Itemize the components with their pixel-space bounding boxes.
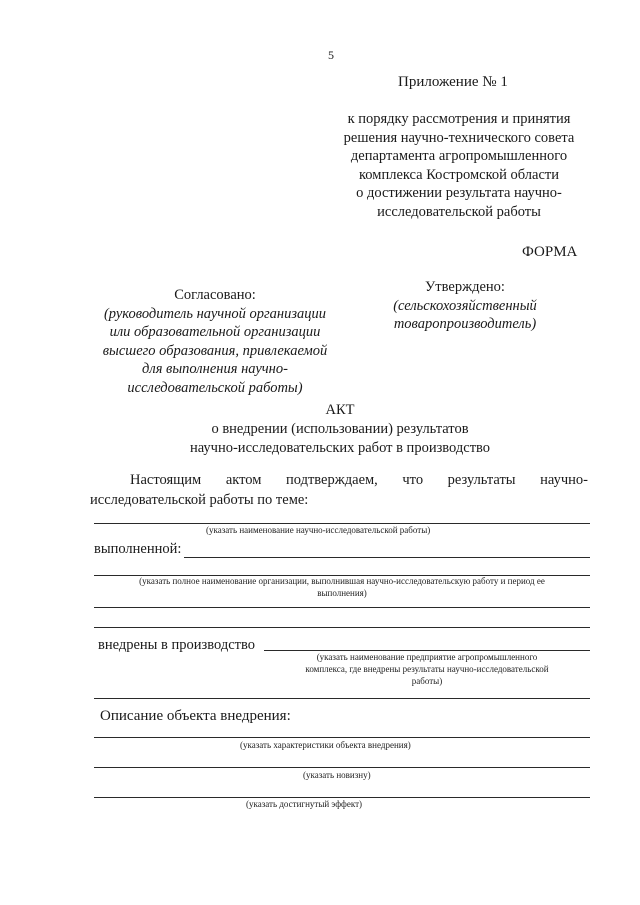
approved-line: товаропроизводитель) xyxy=(393,316,537,332)
enterprise-hint xyxy=(268,651,586,687)
agreed-line: для выполнения научно- xyxy=(142,361,288,377)
intro-word: результаты xyxy=(447,472,516,488)
organization-hint xyxy=(94,575,590,599)
act-heading: АКТ xyxy=(325,402,355,418)
performed-field-line xyxy=(184,557,590,558)
intro-word: научно- xyxy=(540,472,588,488)
characteristics-hint: (указать характеристики объекта внедрения) xyxy=(240,740,411,750)
implemented-label: внедрены в производство xyxy=(98,637,255,653)
organization-hint-line: выполнения) xyxy=(317,588,367,598)
novelty-hint: (указать новизну) xyxy=(303,770,371,780)
appendix-title: Приложение № 1 xyxy=(398,74,508,90)
characteristics-field-line xyxy=(94,737,590,738)
appendix-line: департамента агропромышленного xyxy=(350,148,568,164)
intro-line-1 xyxy=(130,472,588,489)
act-title xyxy=(150,401,530,458)
intro-word: подтверждаем, xyxy=(285,472,378,488)
agreed-block xyxy=(90,286,340,397)
agreed-line: (руководитель научной организации xyxy=(103,305,327,322)
appendix-line: решения научно-технического совета xyxy=(343,129,575,146)
agreed-line: исследовательской работы) xyxy=(127,379,303,396)
effect-hint: (указать достигнутый эффект) xyxy=(246,799,363,809)
topic-hint: (указать наименование научно-исследовательской работы) xyxy=(206,525,431,535)
agreed-line: высшего образования, привлекаемой xyxy=(102,342,328,359)
intro-word: актом xyxy=(225,472,262,488)
appendix-line: к порядку рассмотрения и принятия xyxy=(347,111,571,127)
description-label: Описание объекта внедрения: xyxy=(100,708,291,724)
organization-extra-line xyxy=(94,607,590,608)
enterprise-hint-line: работы) xyxy=(411,676,443,686)
enterprise-hint-line: комплекса, где внедрены результаты научно-исследовательской xyxy=(305,664,549,674)
novelty-field-line xyxy=(94,767,590,768)
appendix-line: о достижении результата научно- xyxy=(356,185,562,201)
organization-extra-line-2 xyxy=(94,627,590,628)
approved-block xyxy=(380,278,550,334)
act-subtitle-line: научно-исследовательских работ в производство xyxy=(189,440,491,456)
performed-label: выполненной: xyxy=(94,541,182,557)
agreed-line: или образовательной организации xyxy=(109,324,321,340)
act-subtitle-line: о внедрении (использовании) результатов xyxy=(211,421,469,437)
enterprise-hint-line: (указать наименование предприятие агропромышленного xyxy=(316,652,538,662)
page-number: 5 xyxy=(328,48,334,62)
appendix-description xyxy=(318,110,600,221)
effect-field-line xyxy=(94,797,590,798)
form-label: ФОРМА xyxy=(522,244,578,260)
appendix-line: комплекса Костромской области xyxy=(358,166,559,183)
approved-line: (сельскохозяйственный xyxy=(393,297,537,314)
intro-line-2: исследовательской работы по теме: xyxy=(90,492,309,508)
intro-word: Настоящим xyxy=(130,472,202,488)
appendix-line: исследовательской работы xyxy=(377,203,541,220)
approved-title: Утверждено: xyxy=(425,279,505,295)
organization-hint-line: (указать полное наименование организации, выполнившая научно-исследовательскую работу и период ее xyxy=(139,576,545,586)
enterprise-extra-line xyxy=(94,698,590,699)
topic-field-line xyxy=(94,523,590,524)
agreed-title: Согласовано: xyxy=(174,287,256,303)
intro-word: что xyxy=(402,472,424,488)
